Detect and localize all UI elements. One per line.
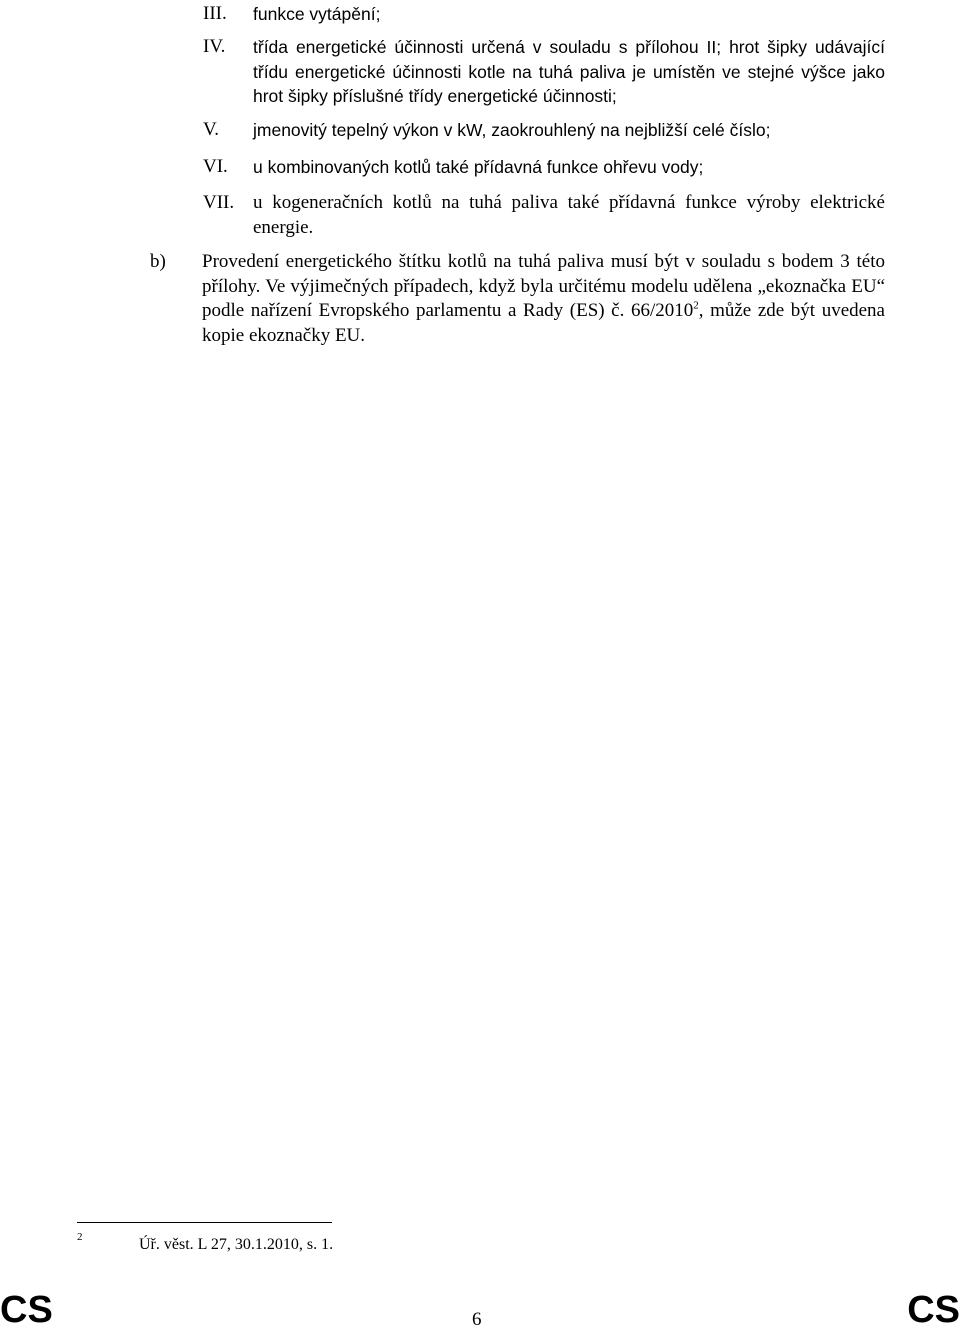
paragraph-text-before: Provedení energetického štítku kotlů na tuhá paliva musí být v souladu s bodem 3 této přílohy. Ve výjimečných případech, když byla určitému modelu udělena „ekoznačka EU“ podle nařízení Evropského parlamentu a Rady (ES) č. 66/2010 bbox=[202, 251, 885, 321]
list-item-v bbox=[203, 118, 885, 143]
paragraph-b bbox=[150, 250, 885, 348]
list-item-text: jmenovitý tepelný výkon v kW, zaokrouhlený na nejbližší celé číslo; bbox=[253, 120, 771, 140]
paragraph-text bbox=[202, 250, 885, 348]
list-item-number: IV. bbox=[203, 36, 226, 57]
list-item-iv bbox=[203, 35, 885, 109]
footnote-separator bbox=[77, 1222, 332, 1223]
language-code-left: CS bbox=[0, 1289, 53, 1331]
footnote-number: 2 bbox=[77, 1231, 83, 1243]
list-item-vii bbox=[203, 191, 885, 240]
list-item-number: VII. bbox=[203, 192, 235, 213]
list-item-text: u kombinovaných kotlů také přídavná funkce ohřevu vody; bbox=[253, 157, 704, 177]
list-item-text: u kogeneračních kotlů na tuhá paliva také přídavná funkce výroby elektrické energie. bbox=[253, 192, 885, 238]
footnote-reference: 2 bbox=[693, 299, 699, 312]
paragraph-label: b) bbox=[150, 251, 166, 272]
footnote-text: Úř. věst. L 27, 30.1.2010, s. 1. bbox=[139, 1236, 334, 1253]
page-number: 6 bbox=[472, 1309, 482, 1330]
list-item-number: V. bbox=[203, 119, 220, 140]
list-item-number: VI. bbox=[203, 156, 228, 177]
list-item-iii bbox=[203, 2, 885, 27]
list-item-number: III. bbox=[203, 3, 227, 24]
paragraph-text-after: , může zde být uvedena kopie ekoznačky EU. bbox=[202, 300, 885, 346]
list-item-text: funkce vytápění; bbox=[253, 4, 381, 24]
list-item-text: třída energetické účinnosti určená v souladu s přílohou II; hrot šipky udávající třídu energetické účinnosti kotle na tuhá paliva je umístěn ve stejné výšce jako hrot šipky příslušné třídy energetické účinnosti; bbox=[253, 37, 885, 106]
language-code-right: CS bbox=[907, 1289, 960, 1331]
list-item-vi bbox=[203, 155, 885, 180]
